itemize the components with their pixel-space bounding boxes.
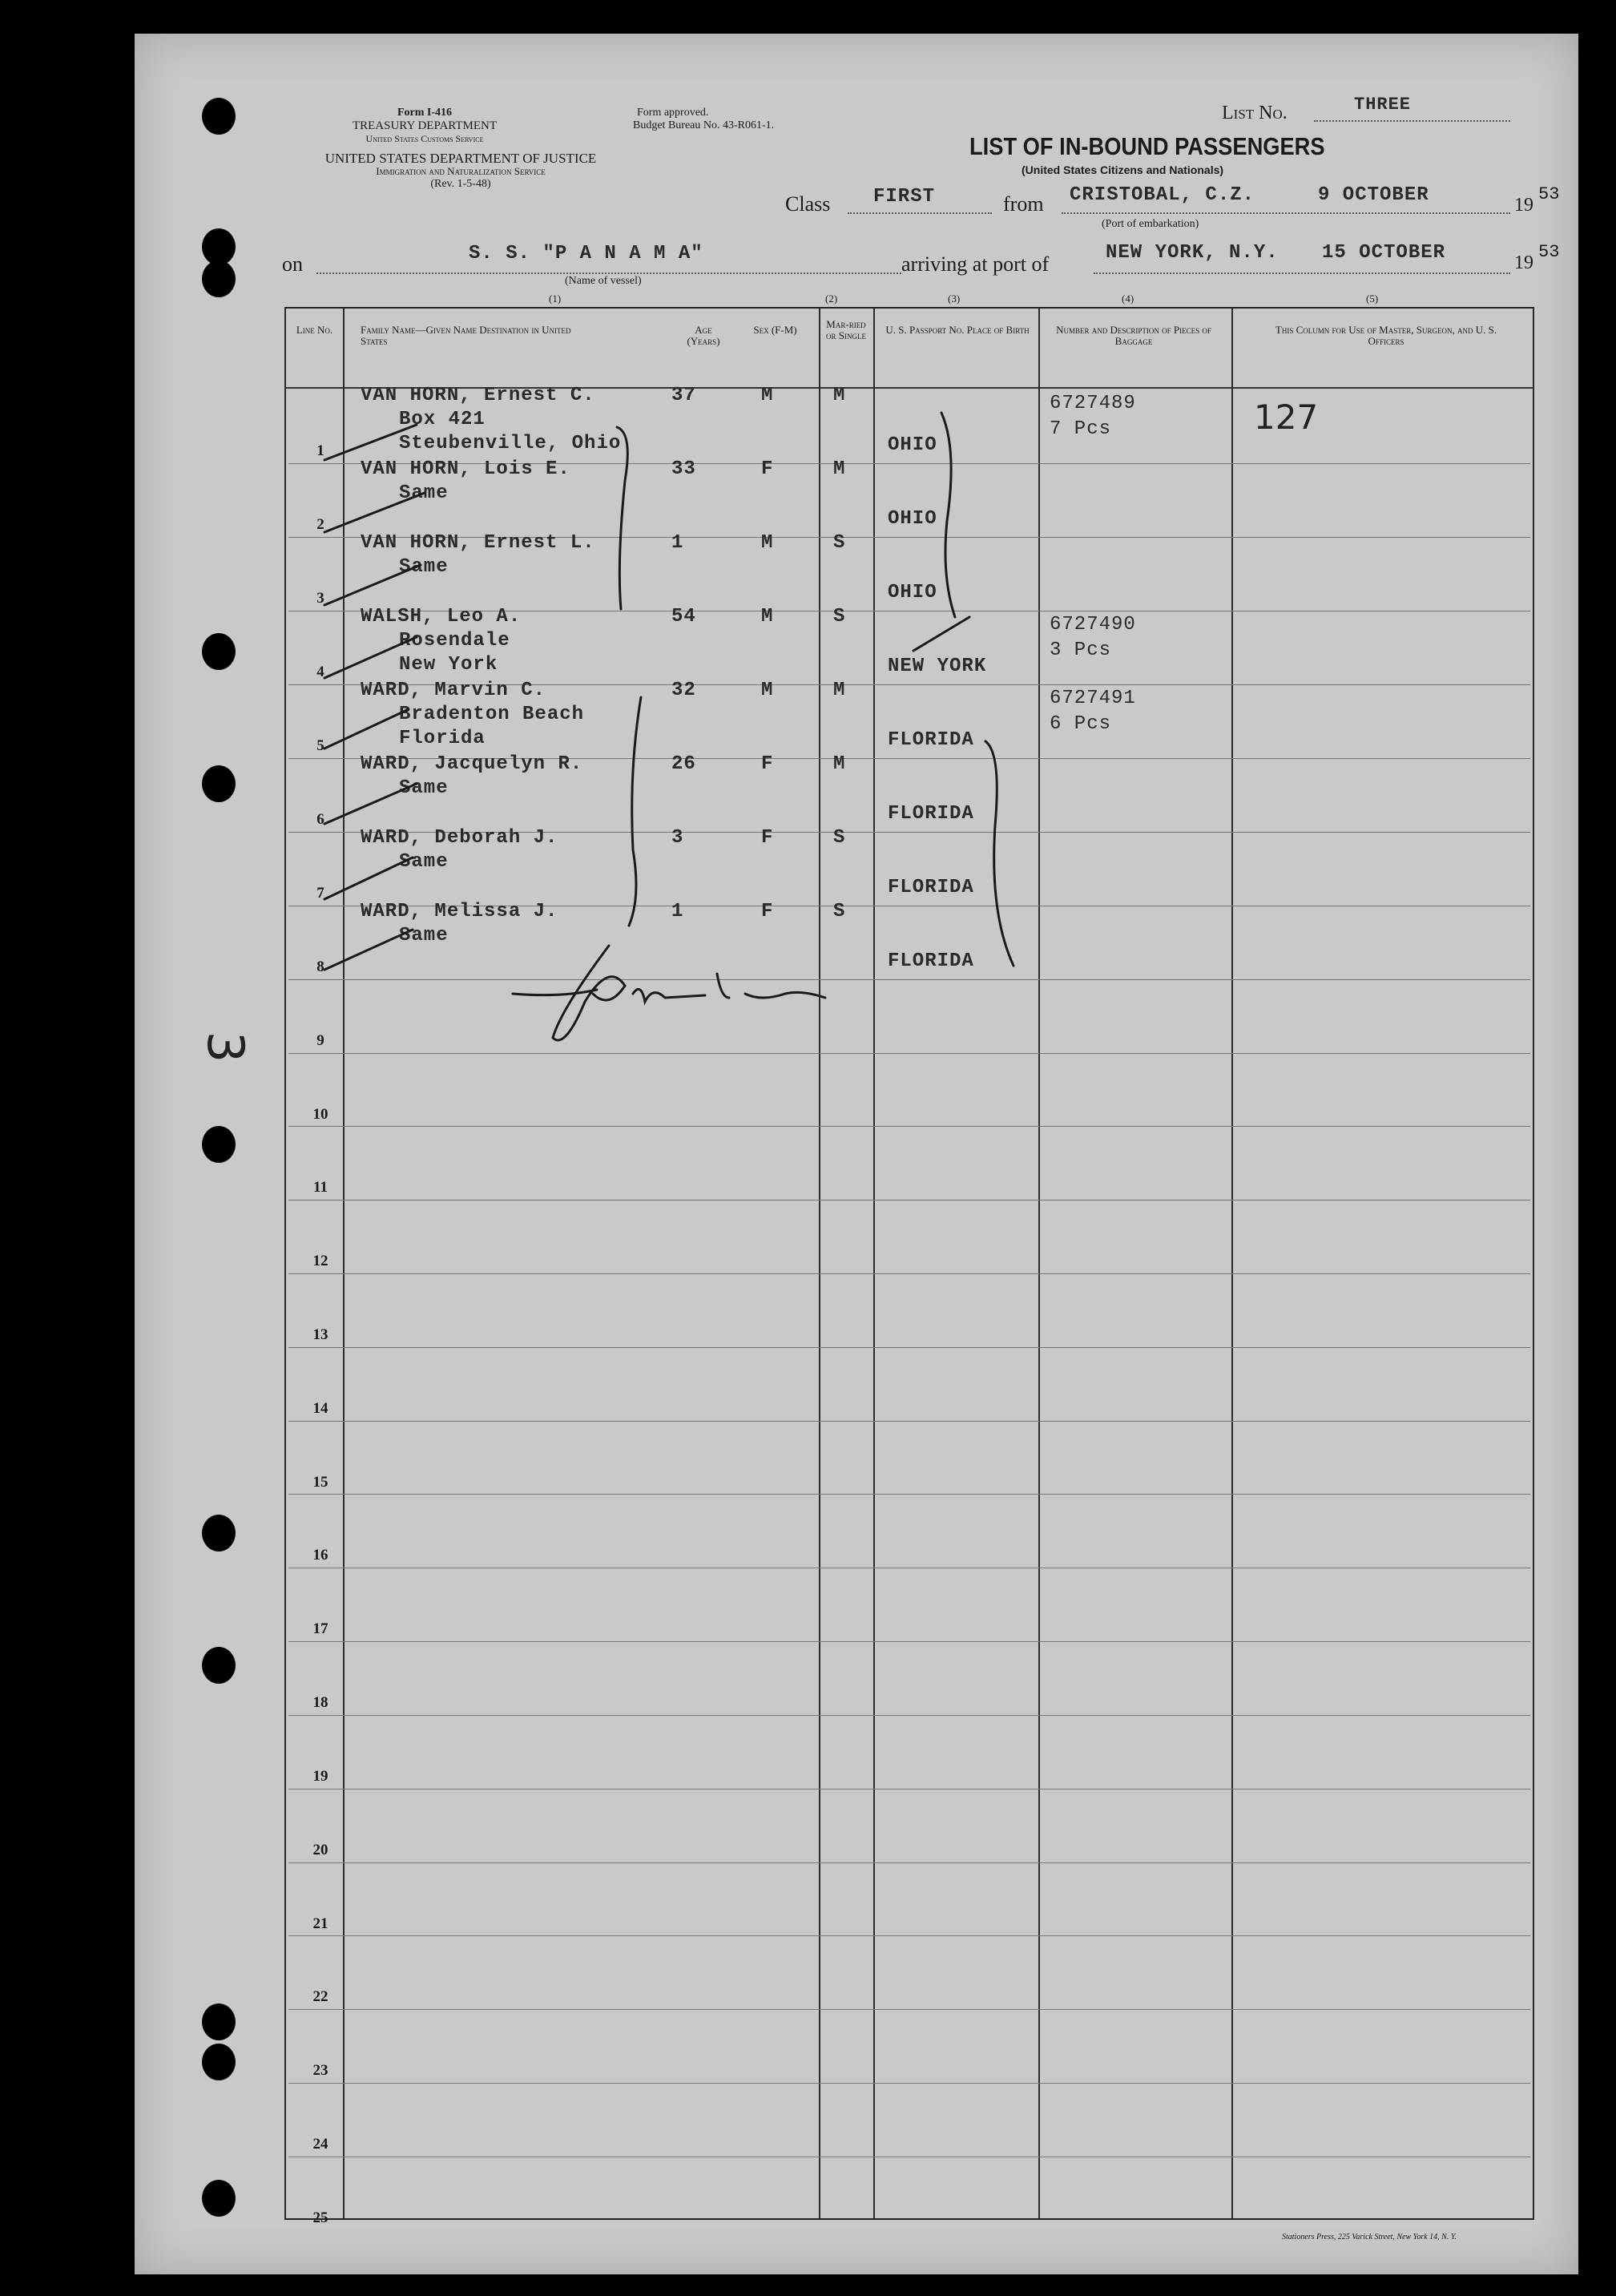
vessel-label: (Name of vessel) [565,275,642,287]
sex: M [761,532,774,554]
punch-hole [202,2180,236,2217]
row-divider [288,1715,1530,1716]
line-number: 10 [312,1106,328,1123]
passenger-name: WARD, Melissa J. [361,901,558,922]
birthplace: OHIO [888,582,937,603]
from-label: from [1003,192,1044,216]
punch-hole [202,1647,236,1684]
punch-hole [202,98,236,135]
list-no-value: THREE [1354,95,1412,115]
line-number: 19 [312,1768,328,1785]
line-number: 20 [312,1842,328,1858]
marital-status: M [833,680,846,701]
marital-status: M [833,385,846,406]
line-number: 18 [312,1694,328,1711]
age: 32 [671,680,696,701]
baggage-number: 6727491 [1050,688,1136,709]
birthplace: FLORIDA [888,803,974,825]
manifest-page [135,34,1578,2274]
list-subtitle: (United States Citizens and Nationals) [1022,163,1224,176]
line-number: 8 [316,958,324,975]
line-number: 2 [316,516,324,533]
row-divider [288,2083,1530,2084]
passenger-name: WARD, Deborah J. [361,827,558,849]
destination-line-1: Same [399,925,449,946]
birthplace: OHIO [888,508,937,530]
year-1: 53 [1538,184,1560,204]
officer-note: 127 [1254,397,1319,437]
customs-service: United States Customs Service [365,133,484,144]
birthplace: FLORIDA [888,729,974,751]
justice-block [280,152,641,191]
marital-status: M [833,753,846,775]
revision-date: (Rev. 1-5-48) [430,178,491,190]
form-number: Form I-416 [397,107,453,119]
destination-line-1: Same [399,851,449,873]
age: 37 [671,385,696,406]
header-sex: Sex (F-M) [753,324,797,336]
punch-hole [202,2044,236,2080]
line-number: 17 [312,1620,328,1637]
col-num-5: (5) [1366,293,1379,305]
birthplace: OHIO [888,434,937,456]
baggage-number: 6727490 [1050,614,1136,636]
row-divider [288,1641,1530,1642]
line-number: 12 [312,1253,328,1269]
row-divider [288,1935,1530,1936]
arrival-port: NEW YORK, N.Y. [1106,242,1279,264]
arrival-line [1094,272,1510,274]
year-2: 53 [1538,242,1560,262]
destination-line-1: Same [399,556,449,578]
line-number: 25 [312,2209,328,2226]
sex: F [761,753,774,775]
marital-status: S [833,532,846,554]
arrival-date: 15 OCTOBER [1322,242,1446,264]
passenger-name: VAN HORN, Ernest L. [361,532,595,554]
destination-line-1: Bradenton Beach [399,704,585,725]
marital-status: S [833,901,846,922]
destination-line-1: Rosendale [399,630,510,652]
row-divider [288,1789,1530,1790]
sex: F [761,458,774,480]
header-baggage: Number and Description of Pieces of Baggage [1056,324,1211,347]
birthplace: FLORIDA [888,877,974,898]
baggage-pieces: 6 Pcs [1050,713,1112,735]
col-num-4: (4) [1122,293,1134,305]
destination-line-1: Same [399,482,449,504]
punch-hole [202,765,236,802]
age: 1 [671,901,684,922]
destination-line-2: Florida [399,728,486,749]
row-divider [288,1273,1530,1274]
line-number: 21 [312,1915,328,1932]
on-label: on [282,252,303,276]
header-passport: U. S. Passport No. Place of Birth [885,324,1030,336]
destination-line-2: Steubenville, Ohio [399,433,622,454]
punch-hole [202,260,236,297]
age: 3 [671,827,684,849]
passenger-name: WARD, Jacquelyn R. [361,753,583,775]
depart-date: 9 OCTOBER [1318,184,1429,206]
treasury-dept: TREASURY DEPARTMENT [352,119,498,132]
row-divider [288,1347,1530,1348]
birthplace: NEW YORK [888,656,987,677]
line-number: 9 [316,1032,324,1049]
passenger-name: VAN HORN, Ernest C. [361,385,595,406]
margin-note: 3 [196,1031,256,1063]
class-line [848,212,992,214]
line-number: 1 [316,442,324,459]
age: 54 [671,606,696,627]
row-divider [288,1862,1530,1863]
header-married: Mar-ried or Single [826,318,866,341]
header-age: Age (Years) [687,324,720,347]
baggage-pieces: 3 Pcs [1050,640,1112,661]
line-number: 14 [312,1400,328,1417]
age: 26 [671,753,696,775]
baggage-number: 6727489 [1050,393,1136,414]
from-line [1062,212,1510,214]
line-number: 7 [316,885,324,902]
line-number: 24 [312,2136,328,2153]
line-number: 22 [312,1988,328,2005]
sex: M [761,680,774,701]
header-line-no: Line No. [296,324,333,336]
port-embark-label: (Port of embarkation) [1102,218,1199,230]
punch-hole [202,1126,236,1163]
class-value: FIRST [873,186,936,208]
row-divider [288,1053,1530,1054]
ins-service: Immigration and Naturalization Service [376,165,546,177]
birthplace: FLORIDA [888,950,974,972]
passenger-name: WALSH, Leo A. [361,606,522,627]
sex: F [761,901,774,922]
marital-status: M [833,458,846,480]
footer-imprint: Stationers Press, 225 Varick Street, New York 14, N. Y. [1282,2233,1457,2242]
class-label: Class [785,192,831,216]
line-number: 11 [313,1179,328,1196]
form-ids [316,107,533,145]
passenger-name: VAN HORN, Lois E. [361,458,570,480]
vessel-line [316,272,901,274]
sex: M [761,385,774,406]
year-prefix-2: 19 [1514,252,1533,273]
row-divider [288,1126,1530,1127]
list-no-label: List No. [1222,103,1288,123]
line-number: 23 [312,2062,328,2079]
line-number: 5 [316,737,324,754]
row-divider [288,1494,1530,1495]
year-prefix-1: 19 [1514,195,1533,216]
header-officers: This Column for Use of Master, Surgeon, and U. S. Officers [1275,324,1497,347]
punch-hole [202,2003,236,2040]
line-number: 6 [316,811,324,828]
marital-status: S [833,606,846,627]
vessel-name: S. S. "P A N A M A" [469,243,703,264]
row-divider [288,1421,1530,1422]
col-num-3: (3) [948,293,961,305]
row-divider [288,979,1530,980]
destination-line-1: Box 421 [399,409,486,430]
age: 1 [671,532,684,554]
baggage-pieces: 7 Pcs [1050,418,1112,440]
form-approved: Form approved. [637,107,709,119]
destination-line-1: Same [399,777,449,799]
col-num-2: (2) [825,293,838,305]
line-number: 4 [316,664,324,680]
line-number: 3 [316,590,324,607]
line-number: 13 [312,1326,328,1343]
col-num-1: (1) [549,293,562,305]
list-no-line [1314,120,1510,122]
header-name: Family Name—Given Name Destination in United States [361,324,571,347]
sex: M [761,606,774,627]
justice-dept: UNITED STATES DEPARTMENT OF JUSTICE [324,151,597,166]
from-value: CRISTOBAL, C.Z. [1070,184,1255,206]
sex: F [761,827,774,849]
punch-hole [202,633,236,670]
list-title: LIST OF IN-BOUND PASSENGERS [969,132,1325,160]
age: 33 [671,458,696,480]
destination-line-2: New York [399,654,498,676]
passenger-name: WARD, Marvin C. [361,680,546,701]
marital-status: S [833,827,846,849]
line-number: 15 [312,1474,328,1491]
arriving-label: arriving at port of [901,252,1050,276]
punch-hole [202,1515,236,1552]
line-number: 16 [312,1547,328,1564]
budget-bureau: Budget Bureau No. 43-R061-1. [633,119,775,131]
row-divider [288,2009,1530,2010]
approval-block [633,107,774,132]
